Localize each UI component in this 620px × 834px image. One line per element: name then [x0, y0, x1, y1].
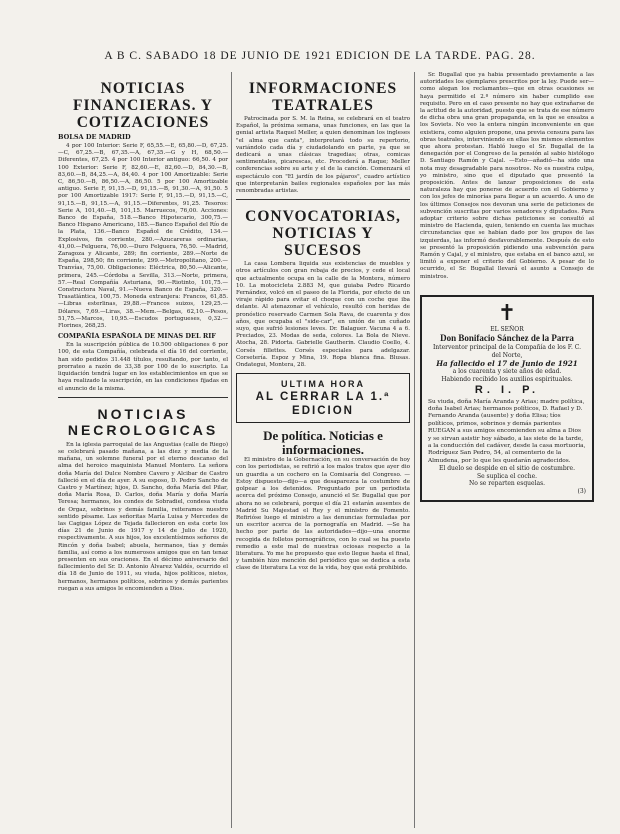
column-3 [420, 72, 594, 828]
obit-died: Ha fallecido el 17 de Junio de 1921 [436, 359, 578, 369]
ultima-hora-title: ULTIMA HORA [281, 379, 365, 390]
obit-el-senor: EL SEÑOR [490, 325, 524, 333]
theatre-title: INFORMACIONES TEATRALES [248, 80, 398, 114]
obit-role: Interventor principal de la Compañía de los F. C. del Norte, [432, 344, 582, 359]
al-cerrar-title: AL CERRAR LA 1.ª EDICION [255, 391, 391, 418]
obit-ruegan: RUEGAN a sus amigos encomienden su alma a Dios y se sirvan asistir hoy sábado, a las siete de la tarde, a la conducción del cadáver, desde la casa mortuoria, Rodríguez San Pedro, 54, al cementerio de la Almudena, por lo que les quedarán agradecidos. [428, 428, 586, 464]
page-header: A B C. SABADO 18 DE JUNIO DE 1921 EDICION DE LA TARDE. PAG. 28. [104, 50, 536, 62]
column-2 [236, 72, 410, 828]
theatre-text: Patrocinada por S. M. la Reina, se celebrará en el teatro Español, la próxima semana, unas funciones, en las que la genial artista Raquel Meller, a quien denominan los ingleses "el alma que canta", interpretará todo su repertorio, variándolo cada día y ciudadolando en parte, ya que se dedicará a unas clásicas tragedias; otras, comicas sentimentales, picarescas, etc. Procederá a Raque; Meller conferencias sobre su arte y el de la canción. Comenzará el espectáculo con "El jardín de los pájaros", cuadro artístico que interpretarán bailes regionales españoles por las más renombradas artistas. [236, 116, 410, 195]
obit-duelo: El duelo se despide en el sitio de costumbre. [439, 465, 575, 473]
financial-news-title: NOTICIAS FINANCIERAS. Y COTIZACIONES [72, 80, 214, 131]
bolsa-heading: BOLSA DE MADRID [58, 133, 131, 141]
cia-text: En la suscripción pública de 10.500 obligaciones 6 por 100, de esta Compañía, celebrada el día 16 del corriente, han sido pedidos 31.448 títulos, resultando, por tanto, el prorrateo a razón de 33,38 por 100 de lo suscripto. La liquidación tendrá lugar en los establecimientos en que se haya realizado la suscripción, en las condiciones fijadas en el anuncio de la misma. [58, 342, 228, 392]
column-rule [231, 72, 232, 828]
ultima-hora-box [236, 373, 410, 423]
obit-sacramentos: Habiendo recibido los auxilios espirituales. [441, 375, 573, 383]
necro-title: NOTICIAS NECROLOGICAS [67, 405, 219, 438]
politica-title: De política. Noticias e informaciones. [263, 428, 383, 458]
obit-family: Su viuda, doña María Aranda y Arias; madre política, doña Isabel Arias; hermanos políticos, D. Rafael y D. Fernando Aranda (ausente) y doña Elisa; tíos políticos, primos, sobrinos y demás parientes [428, 398, 585, 427]
bolsa-text: 4 por 100 Interior: Serie F, 65,55.—E, 65,80.—D, 67,25.—C, 67,25.—B, 67,35.—A, 67,35.—G y H, 68,50.—Diferentes, 67,25. 4 por 100 Interior antiguo: 66,50. 4 por 100 Exterior: Serie F, 82,60.—E, 82,60.—D, 84,30.—B, 83,60.—B, 84,25.—A, 84,40. 4 por 100 Amortizable: Serie C, 86,50.—B, 86,50.—A, 86,50. 5 por 100 Amortizable antiguo. Serie F, 91,15.—D, 91,15.—B, 91,30.—A, 91,50. 5 por 100 Amortizable 1917: Serie F, 91,15.—D, 91,15.—C, 91,15.—B, 91,15.—A, 91,15.—Diferentes, 91,25. Tesoros: Serie A, 101,40.—B, 101,15. Marruecos, 76,00. Acciones: Banco de España, 518.—Banco Hipotecario, 300,75.—Banco Hispano Americano, 185.—Banco Español del Río de la Plata, 136.—Banco Español de Crédito, 134.—Explosivos, fin corriente, 280.—Azucareras ordinarias, 41,00.—Felguera, 76,00.—Duro Felguera, 76,50. —Madrid, Zaragoza y Alicante, 289; fin corriente, 289.—Norte de España, 298,50; fin corriente, 299.—Metropolitano, 200.—Tranvías, 75,00. Obligaciones: Eléctrica, 80,50.—Alicante, primera, 245.—Córdoba a Sevilla, 313.—Norte, primera, 57.—Real Compañía Asturiana, 90.—Riotinto, 101,75.—Constructora Naval, 91.—Nueva Banco de España, 320.—Trasatlántica, 100,75. Moneda extranjera: Francos, 61,85.—Libras esterlinas, 29,88.—Francos suizos, 129,25.—Dólares, 7,69.—Liras, 38.—Mem.—Belgas, 62,10.—Pesos, 51,75.—Marcos, 10,95.—Escudos portugueses, 0,32.—Florines, 268,25. [58, 143, 228, 330]
convocatorias-title: CONVOCATORIAS, NOTICIAS Y SUCESOS [245, 208, 401, 260]
cia-heading: COMPAÑÍA ESPAÑOLA DE MINAS DEL RIF [58, 332, 216, 341]
necro-text: En la iglesia parroquial de las Angustias (calle de Riego) se celebrará pasado mañana, a las diez y media de la mañana, un solemne funeral por el eterno descanso del alma del heroico maquinista Manuel Montero. La señora doña María del Dulce Nombre Cavero y Alcibar de Castro falleció en el día de ayer. A su esposo, D. Pedro Sancho de Castro y Martínez; hijos, D. Sancho, doña María del Pilar, doña María Rosa, D. Carlos, doña María y doña María Teresa; hermanos, los condes de Sobradiel, condesa viuda de Orgaz, sobrinos y demás familia, reiteramos nuestro sentido pésame. Las señoritas María Luisa y Mercedes de las Cagigas López de Tejada fallecieron en esta corte los días 21 de Junio de 1917 y 14 de Julio de 1920, respectivamente. A sus hijos, los excelentísimos señores de Rincón y doña Isabel; abuela, hermanos, tías y demás familia, así como a los numerosos amigos que en tan tenaz presenten en sus oraciones. En el décimo aniversario del fallecimiento del Sr. D. Antonio Álvarez Valdés, ocurrido el día 18 de Junio de 1911, su viuda, hijos políticos, nietos, hermanos, hermanos políticos, sobrinos y demás parientes ruegan a sus amigos le encomienden a Dios. [58, 441, 228, 592]
column-1 [58, 72, 228, 828]
obit-number: (3) [577, 487, 586, 495]
obit-age: a los cuarenta y siete años de edad. [452, 368, 562, 376]
divider [236, 199, 410, 200]
column-rule [414, 72, 415, 828]
divider [58, 397, 228, 398]
column-3-text: Sr. Bugallal que ya había presentado previamente a las autoridades los ejemplares prescritos por la ley. Puede ser—como alegan los reclamantes—que en otras ocasiones se haya permitido el 2.º número sin haber cumplido ese requisito. Pero en el caso presente no hay que extrañarse de la actitud de la autoridad, puesto que se trata de ese número de dicha obra una gran propaganda, en la que se ensalza a los Soviets. No veo la entera ningún inconveniente en que existiera, como alguien propone, una previa censura para las obras teatrales, interviniendo en ellas los mismos elementos que ahora protestan. Habló luego el Sr. Bugallal de la denegación por el Congreso de la pensión al sabio histólogo D. Santiago Ramón y Cajal. —Esto—añadió—ha sido una nota muy desagradable para nosotros. No es nuestra culpa, yo ministro, sino que el diputado que presentó la proposición. Antes de lanzar proposiciones de esta naturaleza hay que ponerse de acuerdo con el Gobierno y con los jefes de minorías para llegar a un acuerdo. A uno de los últimos Consejos nos devoran una serie de peticiones de subvención suscritas por varios senadores y diputados. Para adoptar criterio sobre dichas peticiones se consultó al ministro de Hacienda, quien, teniendo en cuenta las muchas circunstancias que se habían dado por los grupos de las izquierdas, las informó desfavorablemente. Después de esto se presentó la proposición pidiendo una subvención para Ramón y Cajal, y el ministro, que estaba en el banco azul, se limitó a exponer el criterio del Gobierno. A pesar de lo ocurrido, el Sr. Bugallal llevará el asunto a Consejo de ministros. [420, 72, 594, 280]
politica-text: El ministro de la Gobernación, en su conversación de hoy con los periodistas, se refirió a los malos tratos que ayer dio un guardia a un cochero en la Comisaría del Congreso. —Estoy dispuesto—dijo—a que desaparezca la costumbre de golpear a los detenidos. Preguntado por un periodista acerca del próximo Consejo, anunció el Sr. Bugallal que por ahora no se celebrará, porque el día 21 estarán ausentes de Madrid Su Majestad el Rey y el ministro de Fomento. Refirióse luego el ministro a las denuncias formuladas por un escritor acerca de la pornografía en Madrid. —Se ha hecho por parte de las autoridades—dijo—una enorme recogida de folletos pornográficos, con lo cual se ha puesto remedio a este mal de nuestras ociosas respecto a la literatura. Yo me he propuesto que esto llegue hasta el final, y también hizo mención del periódico que se dedica a esta clase de literatura La voz de la vida, hoy que está prohibido. [236, 457, 410, 572]
obit-rip: R. I. P. [474, 384, 540, 397]
convocatorias-text: La casa Lombera liquida sus existencias de muebles y otros artículos con gran rebaja de precios, y cede el local que actualmente ocupa en la calle de la Montera, número 10. La motocicleta 2.883 M, que guiaba Pedro Ricardo Fernández, volcó en el paseo de la Florida, por efecto de un viraje rápido para evitar el choque con un coche que iba delante. Al atenazonar el vehículo, resultó con heridas de pronóstico reservado Carmen Sola Rava, de cuarenta y dos años, que ocupaba el "side-car", en unión de un cuñado suyo, que sufrió lesiones leves. Dr. Balaguer. Vacuna 4 a 6. Preciados, 23. Modas de seda, colores. La Bola de Nieve. Atocha, 28. Pidorta. Gabrielle Gautherin. Claudio Coello, 4. Corsés fillettes. Corsés especiales para adelgazar. Corsetería. Espoz y Mina, 19. Ropa blanca fina. Blusas. Ondategui, Montera, 28. [236, 261, 410, 369]
obit-esquelas: No se reparten esquelas. [468, 480, 546, 488]
cross-icon: ✝ [497, 300, 517, 326]
obit-flores: Se suplica el coche. [476, 472, 538, 480]
obit-name: Don Bonifacio Sánchez de la Parra [440, 333, 574, 344]
obituary-notice [420, 295, 594, 502]
